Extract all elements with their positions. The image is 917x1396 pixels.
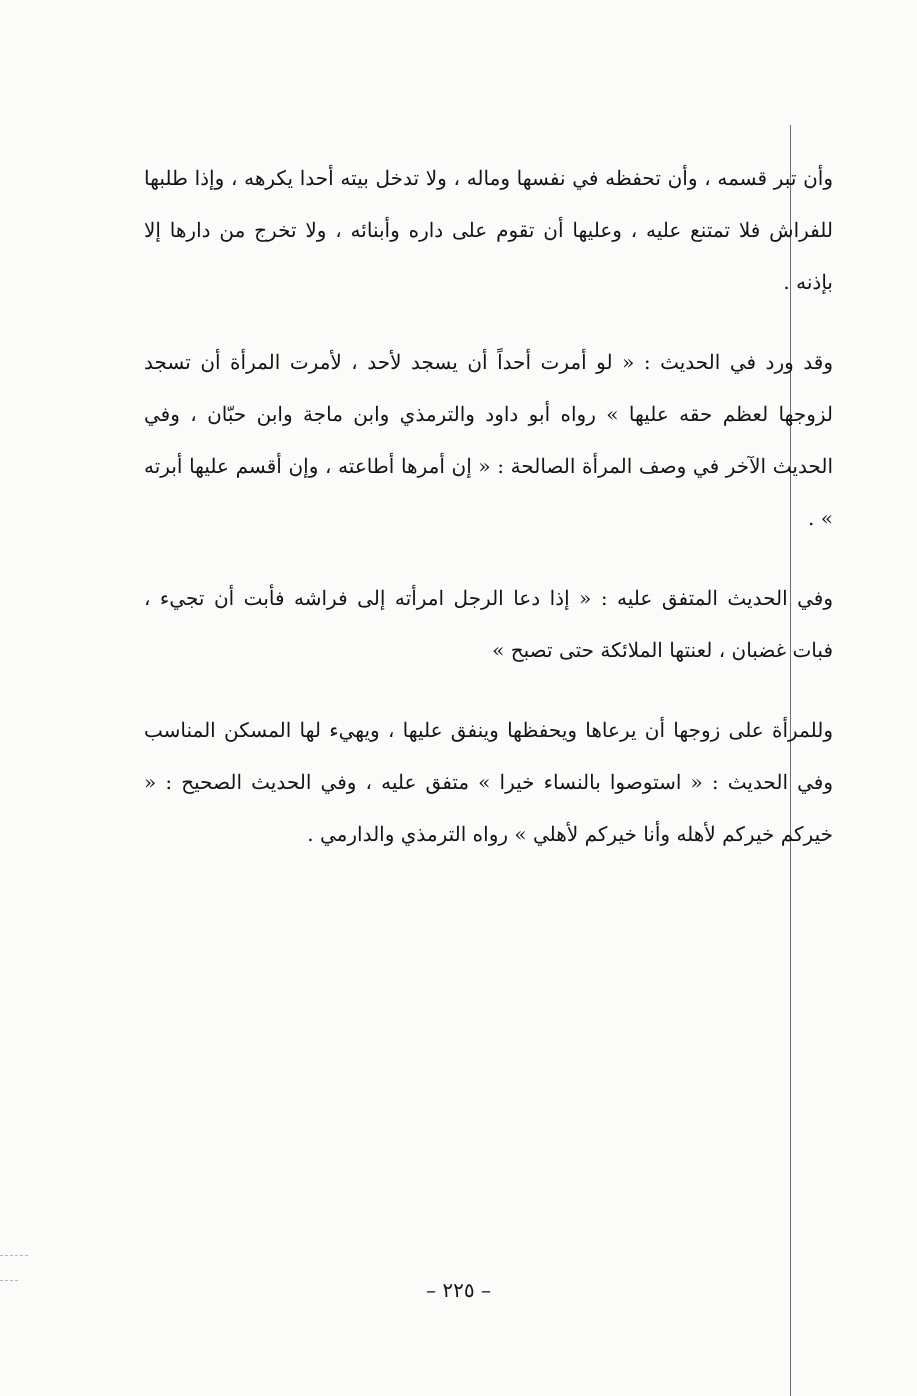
body-text xyxy=(144,152,833,888)
paragraph-3: وفي الحديث المتفق عليه : « إذا دعا الرجل امرأته إلى فراشه فأبت أن تجيء ، فبات غضبان ، لعنتها الملائكة حتى تصبح » xyxy=(144,586,833,662)
paragraph-1: وأن تبر قسمه ، وأن تحفظه في نفسها وماله ، ولا تدخل بيته أحدا يكرهه ، وإذا طلبها للفراش فلا تمتنع عليه ، وعليها أن تقوم على داره وأبنائه ، ولا تخرج من دارها إلا بإذنه . xyxy=(144,166,833,294)
page-number: – ٢٢٥ – xyxy=(426,1278,491,1302)
paragraph-4: وللمرأة على زوجها أن يرعاها ويحفظها وينفق عليها ، ويهيء لها المسكن المناسب وفي الحديث : « استوصوا بالنساء خيرا » متفق عليه ، وفي الحديث الصحيح : « خيركم خيركم لأهله وأنا خيركم لأهلي » رواه الترمذي والدارمي . xyxy=(144,718,833,846)
paragraph-2: وقد ورد في الحديث : « لو أمرت أحداً أن يسجد لأحد ، لأمرت المرأة أن تسجد لزوجها لعظم حقه عليها » رواه أبو داود والترمذي وابن ماجة وابن حبّان ، وفي الحديث الآخر في وصف المرأة الصالحة : « إن أمرها أطاعته ، وإن أقسم عليها أبرته » . xyxy=(144,350,833,530)
margin-mark xyxy=(0,1255,28,1256)
